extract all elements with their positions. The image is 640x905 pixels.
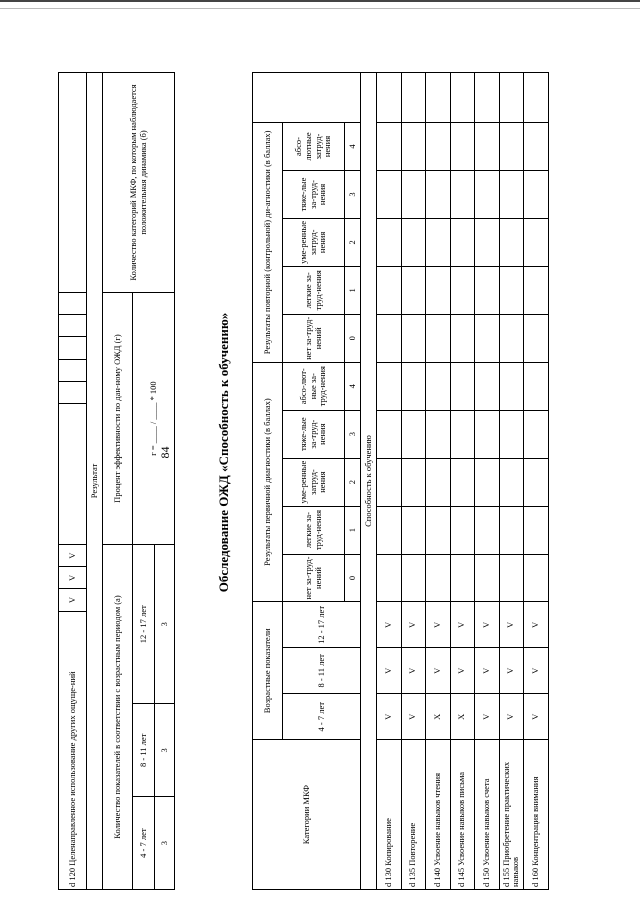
score-cell — [377, 554, 402, 602]
age-label: 8 - 11 лет — [283, 648, 361, 694]
empty-cell — [59, 73, 87, 293]
score-cell — [475, 410, 500, 458]
age-mark: V — [377, 648, 402, 694]
score-label: 4 — [345, 123, 361, 171]
score-cell — [401, 314, 426, 362]
score-label: 4 — [345, 362, 361, 410]
score-cell — [524, 123, 549, 171]
score-cell — [524, 170, 549, 218]
age-label: 4 - 7 лет — [133, 797, 155, 890]
score-cell — [450, 458, 475, 506]
age-mark: V — [499, 694, 524, 740]
score-cell — [401, 362, 426, 410]
score-cell — [450, 362, 475, 410]
score-cell — [426, 218, 451, 266]
score-label: 3 — [345, 410, 361, 458]
score-cell — [377, 506, 402, 554]
score-cell — [401, 458, 426, 506]
age-mark: V — [401, 694, 426, 740]
score-cell — [524, 314, 549, 362]
score-cell — [426, 266, 451, 314]
score-label: 1 — [345, 266, 361, 314]
age-mark: V — [426, 648, 451, 694]
difficulty-label: нет за-труд-нений — [283, 554, 345, 602]
score-cell — [426, 123, 451, 171]
score-cell — [426, 458, 451, 506]
score-cell — [475, 218, 500, 266]
score-cell — [524, 362, 549, 410]
difficulty-label: легкие за-труд-нения — [283, 266, 345, 314]
section-title: Обследование ОЖД «Способность к обучению» — [216, 312, 231, 593]
age-mark: V — [450, 602, 475, 648]
category-label: d 130 Копирование — [377, 740, 402, 890]
page-number: 84 — [158, 446, 172, 459]
score-cell — [450, 506, 475, 554]
score-cell — [475, 266, 500, 314]
row-label: d 120 Целенаправленное использование других ощуще-ний — [59, 611, 87, 889]
difficulty-label: абсо-лют-ные за-труд-нения — [283, 362, 345, 410]
score-cell — [377, 410, 402, 458]
age-mark: V — [524, 648, 549, 694]
category-header: Категории МКФ — [253, 740, 361, 890]
score-cell — [401, 123, 426, 171]
difficulty-label: абсо-лютные затруд-нения — [283, 123, 345, 171]
age-mark: V — [426, 602, 451, 648]
score-cell — [401, 170, 426, 218]
score-cell — [475, 554, 500, 602]
category-label: d 145 Усвоение навыков письма — [450, 740, 475, 890]
age-mark: V — [524, 694, 549, 740]
efficiency-header: Процент эффективности по дан-ному ОЖД (г) — [103, 292, 133, 544]
score-cell — [401, 218, 426, 266]
score-cell — [499, 506, 524, 554]
table-row-result — [87, 73, 103, 890]
score-cell — [499, 554, 524, 602]
score-cell — [450, 218, 475, 266]
difficulty-label: нет за-труд-нений — [283, 314, 345, 362]
table-row — [475, 73, 500, 890]
score-cell — [499, 73, 524, 123]
age-mark: V — [475, 648, 500, 694]
score-cell — [401, 410, 426, 458]
table-row-headers — [103, 73, 133, 890]
age-mark: V — [450, 648, 475, 694]
score-cell — [377, 123, 402, 171]
result-table — [58, 72, 175, 890]
score-label: 2 — [345, 218, 361, 266]
category-rows — [377, 73, 549, 890]
score-cell — [499, 170, 524, 218]
mark-12-17: V — [59, 545, 87, 567]
dynamics-header: Количество категорий МКФ, по которым наблюдается положительная динамика (б) — [103, 73, 175, 293]
score-cell — [499, 314, 524, 362]
score-cell — [524, 506, 549, 554]
difficulty-label: уме-ренные затруд-нения — [283, 458, 345, 506]
score-cell — [450, 73, 475, 123]
result-label: Результат — [87, 73, 103, 890]
category-label: d 155 Приобретение практических навыков — [499, 740, 524, 890]
score-cell — [475, 458, 500, 506]
score-cell — [401, 73, 426, 123]
table-row — [499, 73, 524, 890]
empty-cell — [59, 337, 87, 359]
age-mark: V — [401, 602, 426, 648]
empty-cell — [59, 315, 87, 337]
age-mark: V — [499, 602, 524, 648]
category-label: d 150 Усвоение навыков счета — [475, 740, 500, 890]
score-cell — [377, 170, 402, 218]
score-cell — [426, 170, 451, 218]
score-cell — [401, 554, 426, 602]
age-mark: X — [426, 694, 451, 740]
category-label: d 135 Повторение — [401, 740, 426, 890]
score-label: 3 — [345, 170, 361, 218]
primary-header: Результаты первичной диагностики (в баллах) — [253, 362, 283, 602]
score-cell — [499, 123, 524, 171]
age-label: 12 - 17 лет — [283, 602, 361, 648]
score-cell — [475, 506, 500, 554]
score-cell — [524, 554, 549, 602]
section-row — [361, 73, 377, 890]
category-label: d 140 Усвоение навыков чтения — [426, 740, 451, 890]
category-label: d 160 Концентрация внимания — [524, 740, 549, 890]
score-cell — [401, 506, 426, 554]
difficulty-label: легкие за-труд-нения — [283, 506, 345, 554]
score-cell — [524, 458, 549, 506]
score-cell — [377, 362, 402, 410]
header-row-1 — [253, 73, 283, 890]
score-cell — [426, 410, 451, 458]
table-row-d120 — [59, 73, 87, 890]
age-mark: V — [499, 648, 524, 694]
score-cell — [450, 314, 475, 362]
score-label: 0 — [345, 554, 361, 602]
score-cell — [377, 266, 402, 314]
score-cell — [450, 266, 475, 314]
difficulty-label: уме-ренные затруд-нения — [283, 218, 345, 266]
empty-cell — [59, 359, 87, 381]
age-mark: V — [377, 694, 402, 740]
count-value: 3 — [155, 545, 175, 704]
age-mark: V — [475, 602, 500, 648]
score-cell — [450, 554, 475, 602]
score-cell — [475, 362, 500, 410]
score-cell — [450, 170, 475, 218]
score-cell — [377, 458, 402, 506]
score-cell — [499, 218, 524, 266]
count-value: 3 — [155, 797, 175, 890]
table-row — [377, 73, 402, 890]
score-label: 0 — [345, 314, 361, 362]
score-cell — [499, 266, 524, 314]
score-cell — [524, 218, 549, 266]
score-cell — [475, 314, 500, 362]
empty-cell — [59, 381, 87, 403]
difficulty-label: тяже-лые за-труд-нения — [283, 410, 345, 458]
difficulty-label: тяже-лые за-труд-нения — [283, 170, 345, 218]
repeat-header: Результаты повторной (контрольной) ди-агностики (в баллах) — [253, 123, 283, 363]
score-cell — [377, 73, 402, 123]
formula: г = ____ / ____ * 100 — [133, 292, 175, 544]
age-mark: X — [450, 694, 475, 740]
table-row — [401, 73, 426, 890]
empty-cell — [59, 292, 87, 314]
score-cell — [475, 170, 500, 218]
age-label: 8 - 11 лет — [133, 704, 155, 797]
score-cell — [450, 123, 475, 171]
score-cell — [401, 266, 426, 314]
score-cell — [524, 266, 549, 314]
mark-4-7: V — [59, 589, 87, 611]
score-cell — [450, 410, 475, 458]
age-header: Возрастные показатели — [253, 602, 283, 740]
table-row — [426, 73, 451, 890]
score-cell — [426, 314, 451, 362]
score-cell — [475, 123, 500, 171]
score-cell — [377, 314, 402, 362]
score-cell — [524, 73, 549, 123]
mark-8-11: V — [59, 567, 87, 589]
table-row — [450, 73, 475, 890]
age-mark: V — [377, 602, 402, 648]
table-row — [524, 73, 549, 890]
age-label: 4 - 7 лет — [283, 694, 361, 740]
score-cell — [426, 506, 451, 554]
score-cell — [426, 362, 451, 410]
score-cell — [499, 458, 524, 506]
score-cell — [426, 73, 451, 123]
age-label: 12 - 17 лет — [133, 545, 155, 704]
age-mark: V — [475, 694, 500, 740]
score-cell — [524, 410, 549, 458]
score-label: 1 — [345, 506, 361, 554]
count-header: Количество показателей в соответствии с возрастным периодом (а) — [103, 545, 133, 890]
score-cell — [499, 362, 524, 410]
score-cell — [499, 410, 524, 458]
score-cell — [426, 554, 451, 602]
score-cell — [377, 218, 402, 266]
empty-cell — [59, 403, 87, 544]
age-mark: V — [524, 602, 549, 648]
age-mark: V — [401, 648, 426, 694]
learning-ability-table — [252, 72, 549, 890]
score-label: 2 — [345, 458, 361, 506]
count-value: 3 — [155, 704, 175, 797]
section-label: Способность к обучению — [361, 73, 377, 890]
score-cell — [475, 73, 500, 123]
empty-cell — [253, 73, 361, 123]
